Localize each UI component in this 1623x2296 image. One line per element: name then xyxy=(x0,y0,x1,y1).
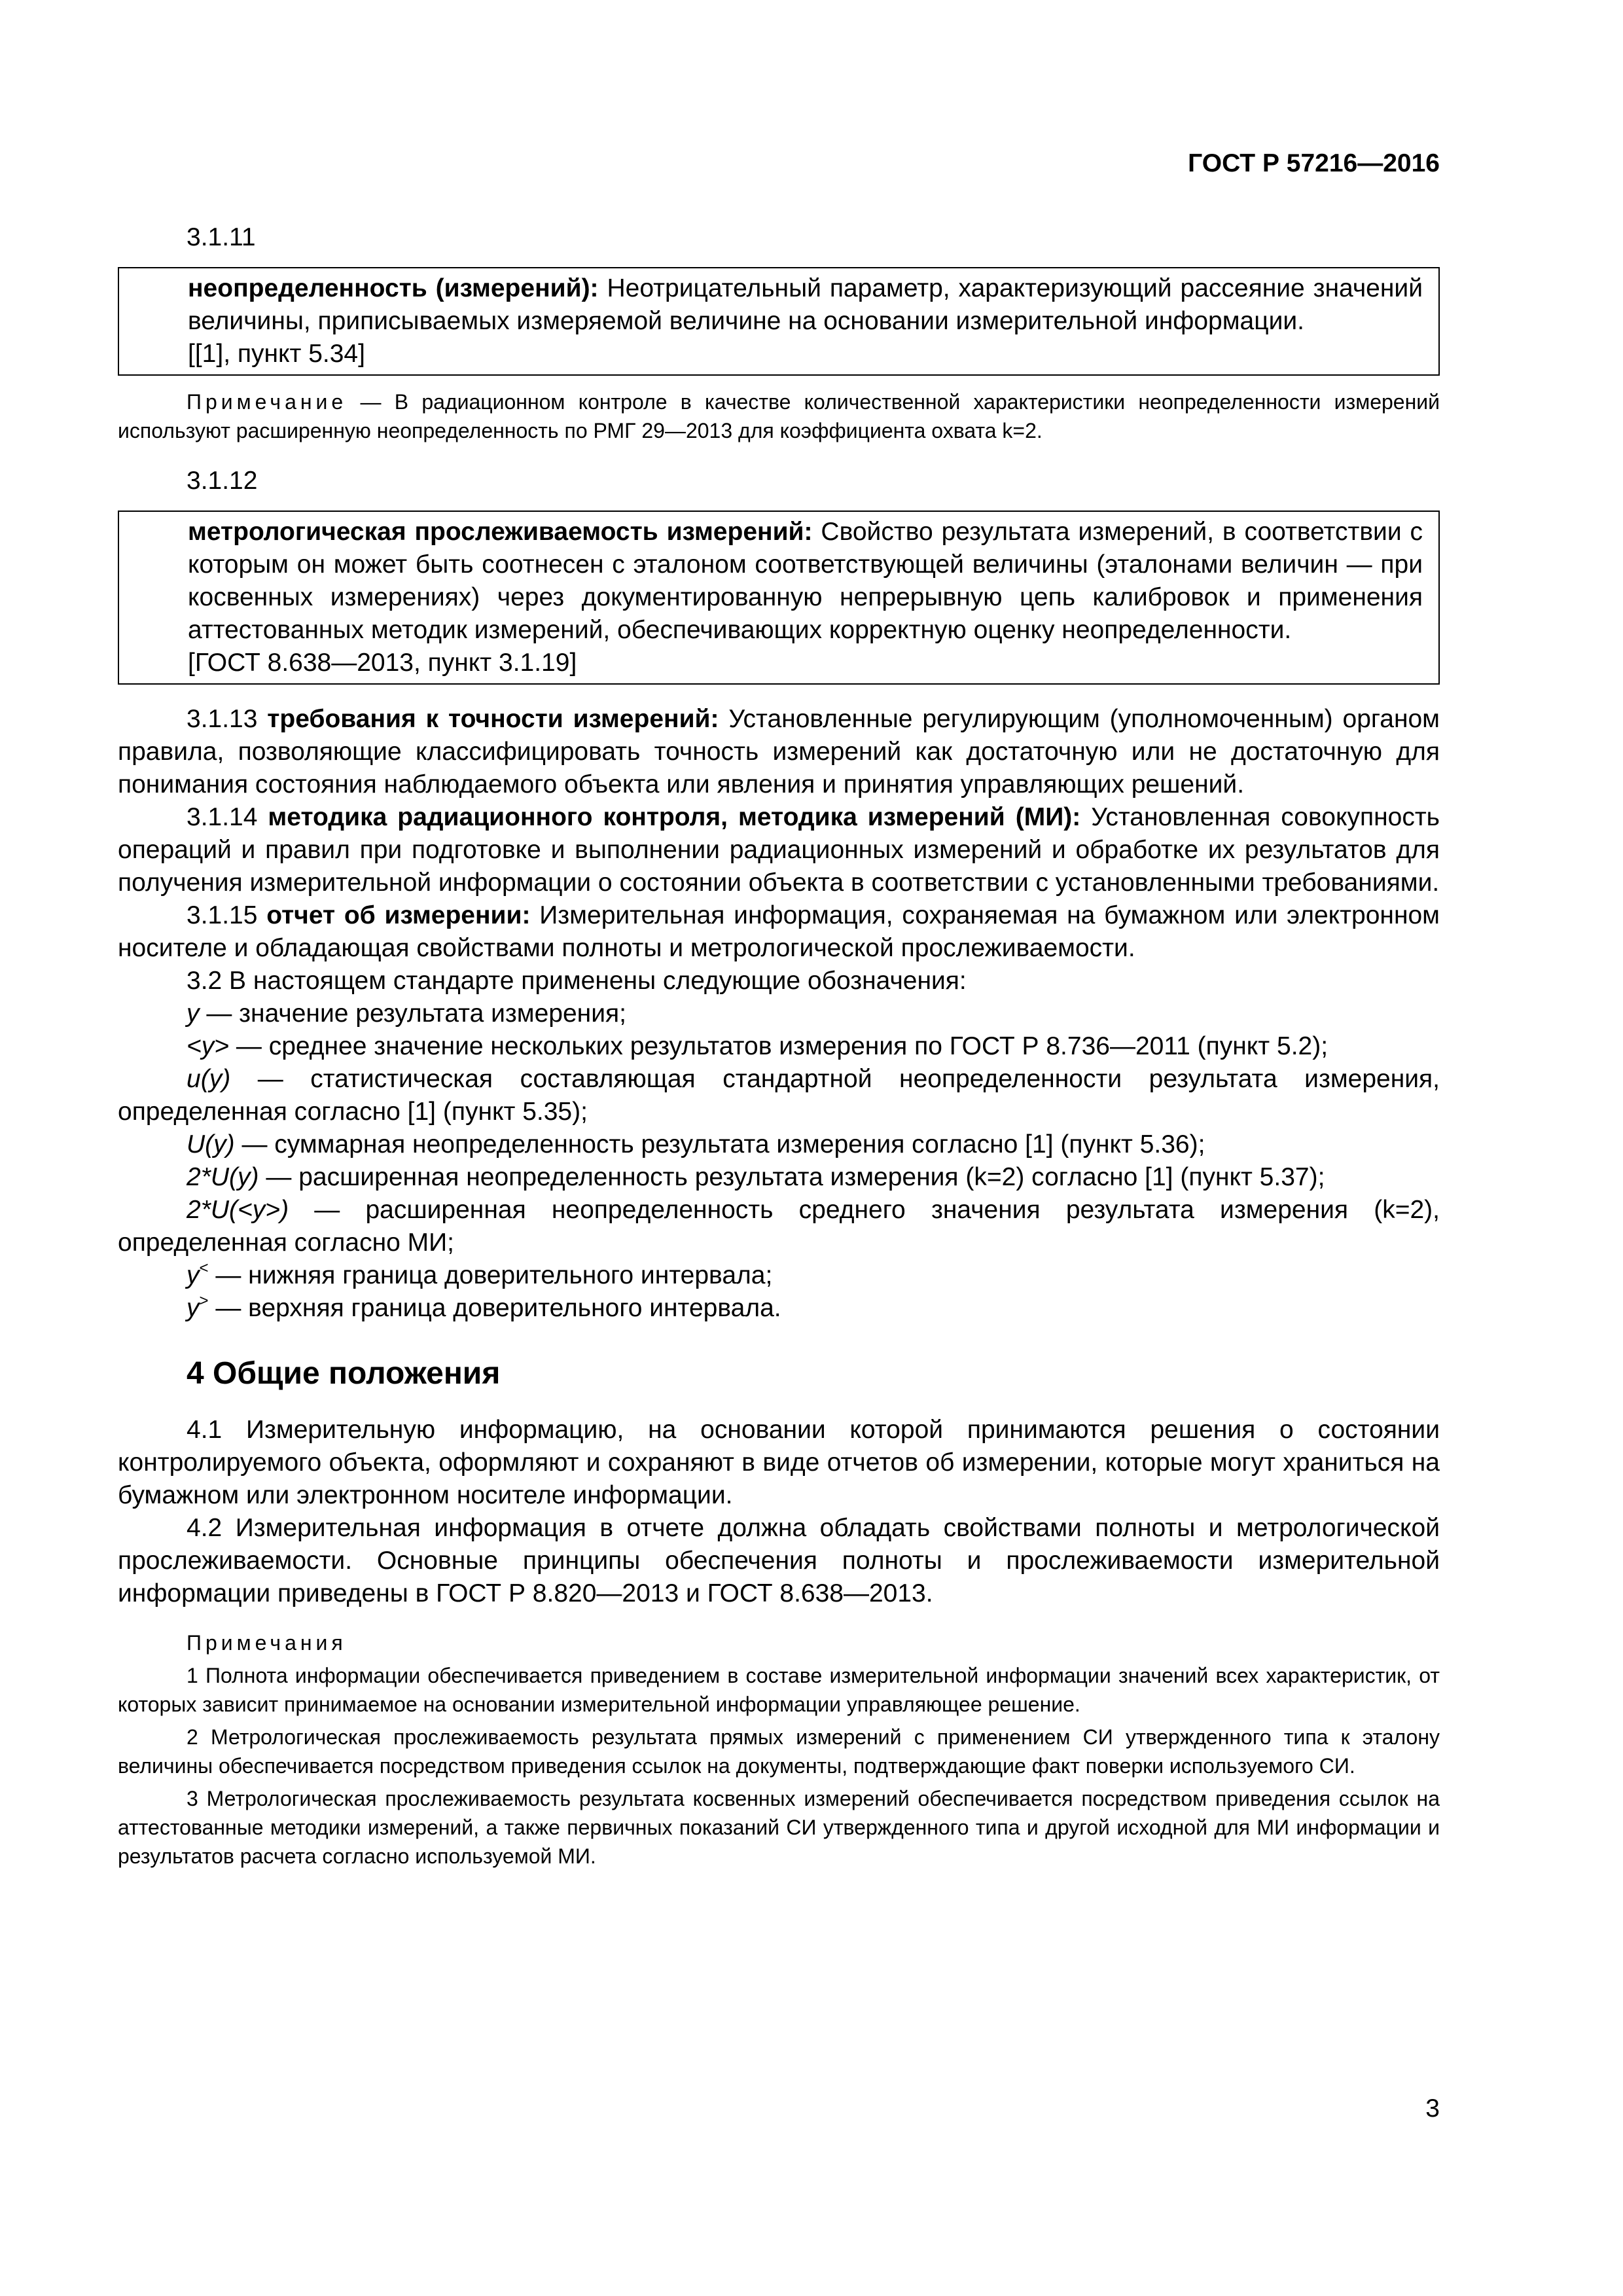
term-box-traceability xyxy=(118,511,1440,685)
symbol-item xyxy=(118,1292,1440,1325)
term-number: 3.1.11 xyxy=(187,223,256,251)
symbol: 2*U( xyxy=(187,1163,238,1191)
term-source: [[1], пункт 5.34] xyxy=(188,340,365,368)
doc-code-header: ГОСТ Р 57216—2016 xyxy=(1188,149,1440,177)
term-3114 xyxy=(118,801,1440,899)
document-page xyxy=(118,0,1440,2296)
term-definition xyxy=(188,272,1423,338)
symbol-text: — верхняя граница доверительного интервала. xyxy=(208,1294,781,1322)
note-label: Примечание xyxy=(187,390,348,414)
symbol-text: — расширенная неопределенность результата измерения (k=2) согласно [1] (пункт 5.37); xyxy=(259,1163,1325,1191)
notes-block xyxy=(118,1628,1440,1871)
symbol-text: — расширенная неопределенность среднего значения результата измерения (k=2), определенная согласно МИ; xyxy=(118,1196,1440,1257)
symbol-item xyxy=(118,997,1440,1030)
note-text: — В радиационном контроле в качестве количественной характеристики неопределенности измерений используют расширенную неопределенность по РМГ 29—2013 для коэффициента охвата k=2. xyxy=(118,390,1440,442)
note-uncertainty xyxy=(118,387,1440,445)
symbol: <y> xyxy=(187,1032,230,1060)
symbol: y xyxy=(187,999,200,1028)
symbol: y xyxy=(209,1065,223,1093)
note-item: 1 Полнота информации обеспечивается приведением в составе измерительной информации значений всех характеристик, от которых зависит принимаемое на основании измерительной информации управляющее решение. xyxy=(118,1664,1440,1716)
symbol-item xyxy=(118,1161,1440,1194)
symbol: <y> xyxy=(238,1196,281,1224)
symbols-intro: 3.2 В настоящем стандарте применены следующие обозначения: xyxy=(187,967,967,995)
symbol: ) xyxy=(280,1196,289,1224)
term-name: неопределенность (измерений): xyxy=(188,274,599,302)
symbol-superscript: > xyxy=(199,1292,209,1310)
paragraph-4-2: 4.2 Измерительная информация в отчете должна обладать свойствами полноты и метрологической прослеживаемости. Основные принципы обеспечения полноты и прослеживаемости измерительной информации приведены в ГОСТ Р 8.820—2013 и ГОСТ 8.638—2013. xyxy=(118,1514,1440,1607)
term-name: метрологическая прослеживаемость измерений: xyxy=(188,518,813,546)
symbol: y xyxy=(187,1294,200,1322)
term-source: [ГОСТ 8.638—2013, пункт 3.1.19] xyxy=(188,649,577,677)
term-number: 3.1.13 xyxy=(187,705,268,733)
symbol: ) xyxy=(222,1065,231,1093)
symbol: U(y) xyxy=(187,1130,235,1158)
term-text: Установленные регулирующим (уполномоченным) органом правила, позволяющие классифицировать точность измерений как достаточную или не достаточную для понимания состояния наблюдаемого объекта или явления и принятия управляющих решений. xyxy=(118,705,1440,798)
symbol-item xyxy=(118,1259,1440,1292)
term-text: Установленная совокупность операций и правил при подготовке и выполнении радиационных измерений и обработке их результатов для получения измерительной информации о состоянии объекта в соответствии с установленными требованиями. xyxy=(118,803,1440,897)
symbol-text: — нижняя граница доверительного интервала; xyxy=(208,1261,773,1289)
term-name: методика радиационного контроля, методика измерений (МИ): xyxy=(268,803,1081,831)
note-item: 2 Метрологическая прослеживаемость результата прямых измерений с применением СИ утвержденного типа к эталону величины обеспечивается посредством приведения ссылок на документы, подтверждающие факт поверки используемого СИ. xyxy=(118,1725,1440,1778)
symbol: u( xyxy=(187,1065,209,1093)
term-number: 3.1.15 xyxy=(187,901,267,929)
symbol-superscript: < xyxy=(199,1259,209,1277)
symbol: 2*U( xyxy=(187,1196,238,1224)
notes-label xyxy=(118,1628,1440,1657)
term-name: требования к точности измерений: xyxy=(267,705,719,733)
symbol-text: — суммарная неопределенность результата измерения согласно [1] (пункт 5.36); xyxy=(234,1130,1205,1158)
term-3113 xyxy=(118,703,1440,801)
note-item: 3 Метрологическая прослеживаемость результата косвенных измерений обеспечивается посредством приведения ссылок на аттестованные методики измерений, а также первичных показаний СИ утвержденного типа и другой исходной для МИ информации и результатов расчета согласно используемой МИ. xyxy=(118,1787,1440,1868)
term-number: 3.1.12 xyxy=(187,467,258,495)
symbol-item xyxy=(118,1063,1440,1128)
symbol-item xyxy=(118,1128,1440,1161)
symbol-text: — значение результата измерения; xyxy=(199,999,626,1028)
symbol-item xyxy=(118,1030,1440,1063)
section-heading: 4 Общие положения xyxy=(187,1356,501,1391)
term-text: Неотрицательный параметр, характеризующий рассеяние значений величины, приписываемых измеряемой величине на основании измерительной информации. xyxy=(188,274,1423,335)
symbol-text: — среднее значение нескольких результатов измерения по ГОСТ Р 8.736—2011 (пункт 5.2); xyxy=(229,1032,1329,1060)
document-body xyxy=(118,221,1440,1874)
symbol: y xyxy=(238,1163,251,1191)
notes-label-text: Примечания xyxy=(187,1631,347,1655)
term-text: Измерительная информация, сохраняемая на бумажном или электронном носителе и обладающая свойствами полноты и метрологической прослеживаемости. xyxy=(118,901,1440,962)
paragraph-4-1: 4.1 Измерительную информацию, на основании которой принимаются решения о состоянии контролируемого объекта, оформляют и сохраняют в виде отчетов об измерении, которые могут храниться на бумажном или электронном носителе информации. xyxy=(118,1416,1440,1509)
page-number: 3 xyxy=(1425,2094,1440,2123)
term-3115 xyxy=(118,899,1440,965)
symbol-item xyxy=(118,1194,1440,1259)
symbol-text: — статистическая составляющая стандартной неопределенности результата измерения, определенная согласно [1] (пункт 5.35); xyxy=(118,1065,1440,1126)
term-box-uncertainty xyxy=(118,267,1440,376)
term-number: 3.1.14 xyxy=(187,803,268,831)
term-text: Свойство результата измерений, в соответствии с которым он может быть соотнесен с эталоном соответствующей величины (эталонами величин — при косвенных измерениях) через документированную непрерывную цепь калибровок и применения аттестованных методик измерений, обеспечивающих корректную оценку неопределенности. xyxy=(188,518,1423,644)
symbol: y xyxy=(187,1261,200,1289)
symbol: ) xyxy=(250,1163,259,1191)
term-definition xyxy=(188,516,1423,647)
term-name: отчет об измерении: xyxy=(266,901,531,929)
